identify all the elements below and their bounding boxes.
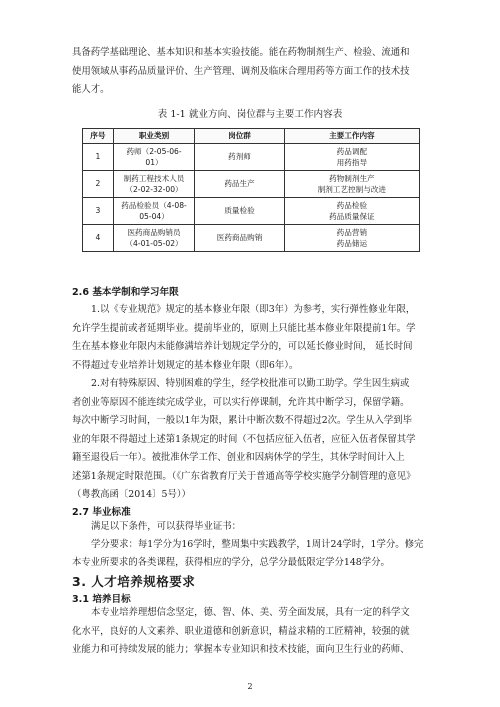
cell-group: 药品生产 <box>195 171 284 198</box>
cell-no: 1 <box>83 144 114 171</box>
section-2-6-paragraph-2 <box>72 375 428 505</box>
table-row <box>83 225 420 252</box>
section-3-heading: 3. 人才培养规格要求 <box>72 574 196 589</box>
header-no: 序号 <box>83 129 114 144</box>
cell-line: 药品检验 <box>336 200 368 210</box>
text-line: 不得超过专业培养计划规定的基本修业年限（即6年）。 <box>72 359 299 371</box>
cell-line: 药师（2-05-06- <box>126 146 182 156</box>
cell-work <box>284 171 419 198</box>
cell-line: （2-02-32-00） <box>125 185 183 194</box>
cell-line: 药品调配 <box>336 146 368 156</box>
text-line: 化水平，良好的人文素养、职业道德和创新意识，精益求精的工匠精神，较强的就 <box>72 625 410 637</box>
cell-line: （4-01-05-02） <box>125 239 183 248</box>
cell-line: 药物制剂生产 <box>329 173 375 183</box>
cell-category <box>113 198 195 225</box>
cell-line: 用药指导 <box>336 158 368 167</box>
cell-group: 药剂师 <box>195 144 284 171</box>
text-line: 生在基本修业年限内未能修满培养计划规定学分的，可以延长修业时间， 延长时间 <box>72 341 413 352</box>
cell-category <box>113 171 195 198</box>
text-line: 具备药学基础理论、基本知识和基本实验技能。能在药物制剂生产、检验、流通和 <box>72 47 410 58</box>
text-line: 本专业所要求的各类课程，获得相应的学分，总学分最低限定学分148学分。 <box>72 557 390 568</box>
section-3-1-heading: 3.1 培养目标 <box>72 594 131 605</box>
table-row <box>83 171 420 198</box>
cell-line: 05-04） <box>139 212 169 221</box>
text-line: （粤教高函〔2014〕5号）） <box>72 489 191 500</box>
cell-line: 药品营销 <box>336 227 368 237</box>
table-header-row <box>83 129 420 144</box>
job-table <box>82 128 420 252</box>
text-line: 每次中断学习时间，一般以1年为限，累计中断次数不得超过2次。学生从入学到毕 <box>72 415 413 426</box>
intro-paragraph <box>72 44 428 100</box>
cell-line: 制药工程技术人员 <box>123 173 185 183</box>
table-row <box>83 144 420 171</box>
text-line: 能人才。 <box>72 84 110 95</box>
cell-line: 药品储运 <box>336 239 368 248</box>
cell-group: 医药商品购销 <box>195 225 284 252</box>
section-2-7-paragraph-2-cont <box>72 554 428 573</box>
text-line: 学分要求：每1学分为16学时，整周集中实践教学，1周计24学时，1学分。修完 <box>91 539 424 550</box>
text-line: 允许学生提前或者延期毕业。提前毕业的，原则上只能比基本修业年限提前1年。学 <box>72 322 416 334</box>
text-line: 述第1条规定时限范围。（《广东省教育厅关于普通高等学校实施学分制管理的意见》 <box>72 470 416 482</box>
text-line: 2.对有特殊原因、特别困难的学生，经学校批准可以勤工助学。学生因生病或 <box>91 378 410 389</box>
section-2-6-paragraph-1 <box>72 301 428 375</box>
cell-work <box>284 144 419 171</box>
text-line: 1.以《专业规范》规定的基本修业年限（即3年）为参考，实行弹性修业年限， <box>91 304 416 315</box>
cell-line: 01） <box>145 158 163 167</box>
header-work: 主要工作内容 <box>284 129 419 144</box>
header-group: 岗位群 <box>195 129 284 144</box>
section-3-1-paragraph <box>72 604 428 660</box>
cell-line: 药品检验员（4-08- <box>121 200 187 210</box>
section-2-7-heading: 2.7 毕业标准 <box>72 507 131 518</box>
text-line: 业能力和可持续发展的能力；掌握本专业知识和技术技能，面向卫生行业的药师、 <box>72 644 410 655</box>
text-line: 者创业等原因不能连续完成学业，可以实行停课制，允许其中断学习，保留学籍。 <box>72 396 410 408</box>
text-line: 籍至退役后一年）。被批准休学工作、创业和因病休学的学生，其休学时间计入上 <box>72 452 405 463</box>
cell-category <box>113 225 195 252</box>
table-caption: 表 1-1 就业方向、岗位群与主要工作内容表 <box>157 109 343 120</box>
cell-no: 4 <box>83 225 114 252</box>
cell-work <box>284 225 419 252</box>
cell-line: 制剂工艺控制与改进 <box>317 185 387 194</box>
text-line: 满足以下条件，可以获得毕业证书： <box>91 521 242 532</box>
table-row <box>83 198 420 225</box>
section-2-7-paragraph-2 <box>72 536 428 555</box>
cell-category <box>113 144 195 171</box>
cell-no: 3 <box>83 198 114 225</box>
cell-line: 医药商品购销员 <box>127 227 181 237</box>
text-line: 使用领域从事药品质量评价、生产管理、调剂及临床合理用药等方面工作的技术技 <box>72 65 410 77</box>
text-line: 业的年限不得超过上述第1条规定的时间（不包括应征入伍者，应征入伍者保留其学 <box>72 433 416 445</box>
text-line: 本专业培养理想信念坚定，德、智、体、美、劳全面发展，具有一定的科学文 <box>91 607 410 618</box>
cell-work <box>284 198 419 225</box>
header-category: 职业类别 <box>113 129 195 144</box>
cell-line: 药品质量保证 <box>329 212 375 221</box>
cell-no: 2 <box>83 171 114 198</box>
cell-group: 质量检验 <box>195 198 284 225</box>
section-2-6-heading: 2.6 基本学制和学习年限 <box>72 287 179 298</box>
section-2-7-paragraph-1 <box>72 518 428 537</box>
page-number: 2 <box>247 682 253 691</box>
